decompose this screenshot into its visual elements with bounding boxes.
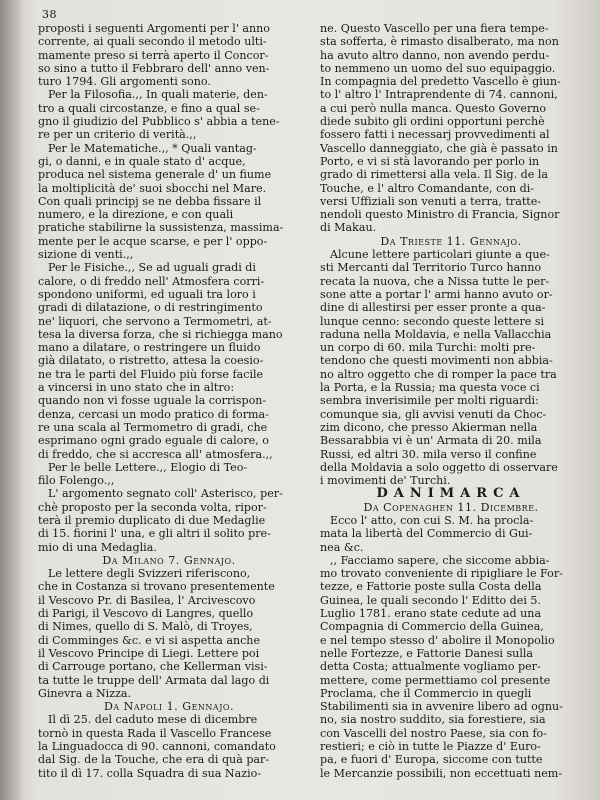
left-column: [38, 22, 300, 780]
text-line: Per le belle Lettere.,, Elogio di Teo-: [48, 460, 248, 474]
text-line: Con quali principj se ne debba fissare il: [38, 194, 262, 208]
text-line: nea &c.: [320, 540, 364, 554]
text-line: produca nel sistema generale d' un fiume: [38, 168, 272, 182]
text-line: Alcune lettere particolari giunte a que-: [330, 248, 550, 262]
text-line: Guinea, le quali secondo l' Editto dei 5.: [320, 593, 541, 607]
text-line: sti Mercanti dal Territorio Turco hanno: [320, 261, 542, 275]
text-line: tro a quali circostanze, e fino a qual se-: [38, 101, 260, 115]
section-heading: Da Napoli 1. Gennajo.: [103, 700, 234, 714]
text-line: tornò in questa Rada il Vascello Francese: [38, 726, 272, 740]
text-line: dal Sig. de la Touche, che era di quà par-: [38, 753, 270, 767]
text-line: ta tutte le truppe dell' Armata dal lago di: [38, 673, 270, 687]
text-line: mo trovato conveniente di ripigliare le For-: [320, 567, 563, 581]
text-line: la Porta, e la Russia; ma questa voce ci: [320, 381, 540, 395]
text-line: Ecco l' atto, con cui S. M. ha procla-: [330, 513, 534, 527]
text-line: sta sofferta, è rimasto disalberato, ma non: [320, 35, 559, 49]
text-line: le Mercanzie possibili, non eccettuati nem-: [320, 766, 563, 780]
text-line: versi Uffiziali son venuti a terra, tratte-: [320, 194, 542, 208]
text-line: sizione di venti.,,: [38, 248, 134, 262]
text-line: mamente preso si terrà aperto il Concor-: [38, 48, 269, 62]
text-line: restieri; e ciò in tutte le Piazze d' Euro-: [320, 740, 541, 754]
text-line: tendono che questi movimenti non abbia-: [320, 354, 553, 368]
text-line: un corpo di 60. mila Turchi: molti pre-: [320, 341, 536, 355]
text-line: ha avuto altro danno, non avendo perdu-: [320, 48, 550, 62]
text-line: mente per le acque scarse, e per l' oppo-: [38, 234, 268, 248]
text-line: con Vascelli del nostro Paese, sia con fo-: [320, 726, 547, 740]
text-line: re per un criterio di verità.,,: [38, 128, 197, 142]
text-line: di 15. fiorini l' una, e gli altri il solito pre-: [38, 527, 271, 541]
text-line: terà il premio duplicato di due Medaglie: [38, 513, 266, 527]
text-line: ne' liquori, che servono a Termometri, at-: [38, 314, 272, 328]
text-line: nelle Fortezze, e Fattorie Danesi sulla: [320, 646, 534, 660]
text-line: denza, cercasi un modo pratico di forma-: [38, 407, 269, 421]
text-line: sembra inverisimile per molti riguardi:: [320, 394, 539, 408]
text-line: Russi, ed altri 30. mila verso il confine: [320, 447, 537, 461]
text-line: numero, e la direzione, e con quali: [38, 208, 234, 222]
text-line: fossero fatti i necessarj provvedimenti al: [320, 128, 550, 142]
text-line: to nemmeno un uomo del suo equipaggio.: [320, 61, 556, 75]
text-line: Ginevra a Nizza.: [38, 686, 132, 700]
text-line: filo Folengo.,,: [38, 474, 115, 488]
text-line: gradi di dilatazione, o di restringimento: [38, 301, 263, 315]
text-line: Per la Filosofia.,, In quali materie, den-: [48, 88, 268, 102]
text-line: tesa la diversa forza, che si richiegga mano: [38, 327, 283, 341]
text-line: Porto, e vi si stà lavorando per porlo in: [320, 154, 540, 168]
text-line: gi, o danni, e in quale stato d' acque,: [38, 154, 246, 168]
text-line: di freddo, che si accresca all' atmosfera.,,: [38, 447, 273, 461]
text-line: di Makau.: [320, 221, 377, 235]
text-line: Bessarabbia vi è un' Armata di 20. mila: [320, 434, 542, 448]
text-line: i movimenti de' Turchi.: [320, 474, 451, 488]
text-line: detta Costa; attualmente vogliamo per-: [320, 660, 541, 674]
text-line: Le lettere degli Svizzeri riferiscono,: [48, 567, 251, 581]
text-line: dine di allestirsi per esser pronte a qua-: [320, 301, 546, 315]
text-line: esprimano ogni grado eguale di calore, o: [38, 434, 269, 448]
text-line: mano a dilatare, o restringere un fluido: [38, 341, 261, 355]
text-line: la moltiplicità de' suoi sbocchi nel Mare.: [38, 181, 267, 195]
text-line: nendoli questo Ministro di Francia, Signor: [320, 208, 560, 222]
text-line: pa, e fuori d' Europa, siccome con tutte: [320, 753, 543, 767]
text-line: Luglio 1781. erano state cedute ad una: [320, 607, 542, 621]
text-line: no, sia nostro suddito, sia forestiere, sia: [320, 713, 546, 727]
text-line: il Vescovo Principe di Liegi. Lettere poi: [38, 646, 260, 660]
text-line: In compagnia del predetto Vascello è giun-: [320, 75, 561, 89]
text-line: tezze, e Fattorie poste sulla Costa della: [320, 580, 542, 594]
text-line: Proclama, che il Commercio in quegli: [320, 686, 532, 700]
text-line: a cui però nulla manca. Questo Governo: [320, 101, 547, 115]
section-heading: Da Copenaghen 11. Dicembre.: [363, 500, 539, 514]
text-line: mata la libertà del Commercio di Gui-: [320, 527, 533, 541]
text-line: Per le Matematiche.,, * Quali vantag-: [48, 141, 257, 155]
text-line: grado di rimettersi alla vela. Il Sig. de la: [320, 168, 549, 182]
text-line: spondono uniformi, ed uguali tra loro i: [38, 287, 256, 301]
text-line: zim dicono, che presso Akierman nella: [320, 420, 538, 434]
section-heading: Da Trieste 11. Gennajo.: [380, 234, 522, 248]
text-line: che in Costanza si trovano presentemente: [38, 580, 275, 594]
section-heading: DANIMARCA: [376, 487, 526, 501]
page-number: 38: [42, 8, 57, 21]
text-line: Compagnia di Commercio della Guinea,: [320, 620, 544, 634]
text-line: proposti i seguenti Argomenti per l' anno: [38, 22, 270, 35]
text-line: raduna nella Moldavia, e nella Vallacchia: [320, 327, 552, 341]
binding-shadow: [0, 0, 24, 800]
text-line: corrente, ai quali secondo il metodo ulti-: [38, 35, 267, 49]
text-line: Touche, e l' altro Comandante, con di-: [320, 181, 535, 195]
right-column: [320, 22, 582, 780]
text-line: so sino a tutto il Febbraro dell' anno ven-: [38, 61, 270, 75]
text-line: e nel tempo stesso d' abolire il Monopolio: [320, 633, 555, 647]
text-line: a vincersi in uno stato che in altro:: [38, 381, 235, 395]
text-line: già dilatato, o ristretto, attesa la coesio-: [38, 354, 264, 368]
text-line: pratiche stabilirne la sussistenza, massima-: [38, 221, 284, 235]
text-line: della Moldavia a solo oggetto di osservare: [320, 460, 558, 474]
text-line: Vascello danneggiato, che già è passato in: [320, 141, 558, 155]
text-line: recata la nuova, che a Nissa tutte le per-: [320, 274, 550, 288]
text-line: to l' altro l' Intraprendente di 74. cannoni,: [320, 88, 558, 102]
text-line: diede subito gli ordini opportuni perchè: [320, 115, 545, 129]
text-line: ne tra le parti del Fluido più forse facile: [38, 367, 264, 381]
text-line: gno il giudizio del Pubblico s' abbia a tene-: [38, 115, 280, 129]
text-line: il Vescovo Pr. di Basilea, l' Arcivescovo: [38, 593, 256, 607]
text-line: turo 1794. Gli argomenti sono.: [38, 75, 211, 89]
text-line: di Nimes, quello di S. Malò, di Troyes,: [38, 620, 253, 634]
text-line: mio di una Medaglia.: [38, 540, 157, 554]
text-line: Stabilimenti sia in avvenire libero ad ognu-: [320, 700, 563, 714]
text-line: calore, o di freddo nell' Atmosfera corri-: [38, 274, 265, 288]
text-line: di Comminges &c. e vi si aspetta anche: [38, 633, 261, 647]
text-line: chè proposto per la seconda volta, ripor-: [38, 500, 267, 514]
text-line: tito il dì 17. colla Squadra di sua Nazio-: [38, 766, 262, 780]
section-heading: Da Milano 7. Gennajo.: [102, 553, 236, 567]
text-line: L' argomento segnato coll' Asterisco, per-: [48, 487, 283, 501]
text-line: quando non vi fosse uguale la corrispon-: [38, 394, 267, 408]
text-line: lunque cenno: secondo queste lettere si: [320, 314, 545, 328]
text-line: sone atte a portar l' armi hanno avuto or-: [320, 287, 553, 301]
text-line: no altro oggetto che di romper la pace tra: [320, 367, 557, 381]
text-line: la Linguadocca di 90. cannoni, comandato: [38, 740, 276, 754]
text-line: Il dì 25. del caduto mese di dicembre: [48, 713, 258, 727]
text-line: re una scala al Termometro di gradi, che: [38, 420, 268, 434]
text-line: Per le Fisiche.,, Se ad uguali gradi di: [48, 261, 256, 275]
text-line: di Carrouge portano, che Kellerman visi-: [38, 660, 268, 674]
text-line: ,, Facciamo sapere, che siccome abbia-: [330, 553, 550, 567]
text-line: ne. Questo Vascello per una fiera tempe-: [320, 22, 549, 35]
text-line: di Parigi, il Vescovo di Langres, quello: [38, 607, 254, 621]
text-line: mettere, come permettiamo col presente: [320, 673, 551, 687]
text-line: comunque sia, gli avvisi venuti da Choc-: [320, 407, 547, 421]
